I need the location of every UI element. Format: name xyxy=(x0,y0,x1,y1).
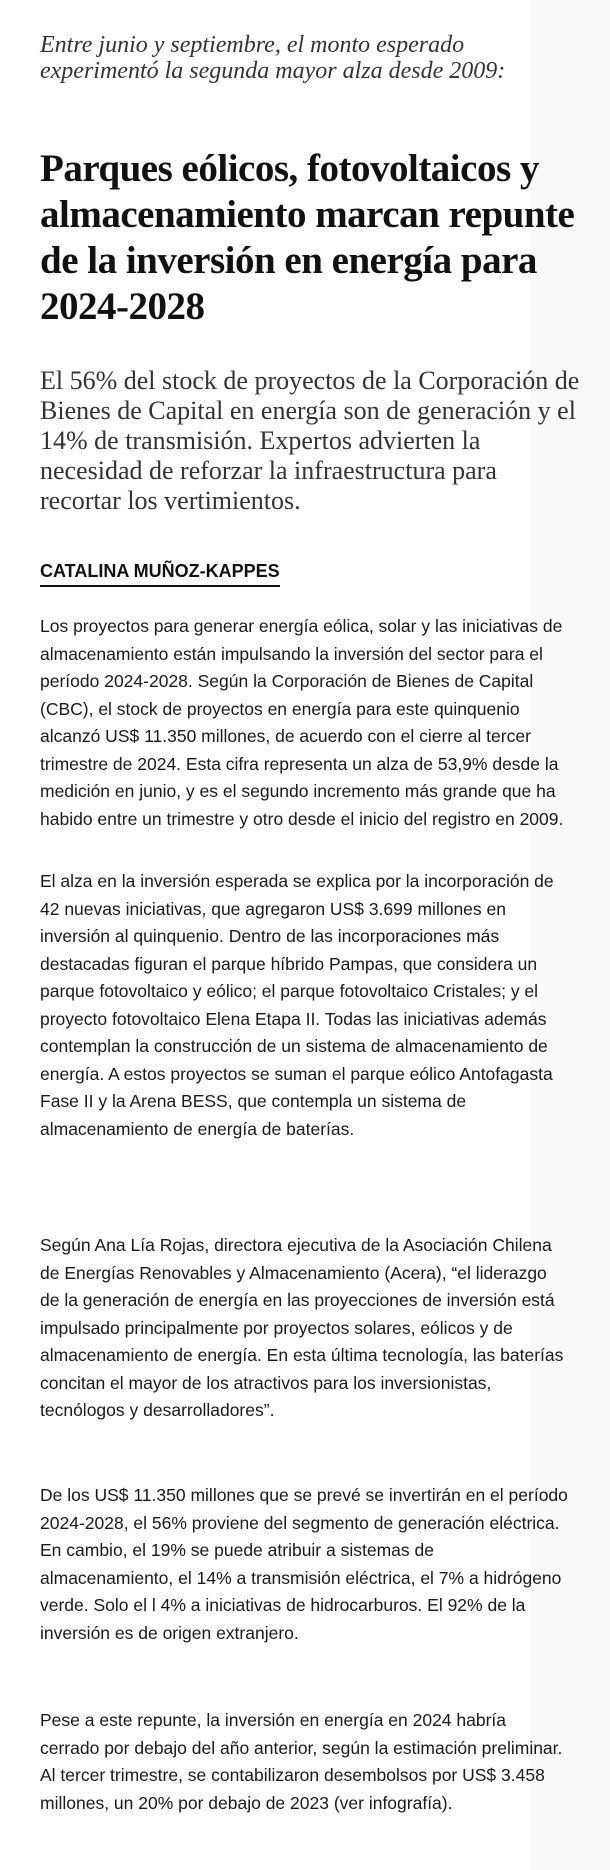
article-subheadline: El 56% del stock de proyectos de la Corporación de Bienes de Capital en energía son de generación y el 14% de transmisión. Expertos advierten la necesidad de reforzar la infraestructura para recortar los vertimientos. xyxy=(40,366,580,515)
body-paragraph: De los US$ 11.350 millones que se prevé se invertirán en el período 2024-2028, el 56% proviene del segmento de generación eléctrica. En cambio, el 19% se puede atribuir a sistemas de almacenamiento, el 14% a transmisión eléctrica, el 7% a hidrógeno verde. Solo el l 4% a iniciativas de hidrocarburos. El 92% de la inversión es de origen extranjero. xyxy=(40,1485,568,1643)
body-paragraph: Pese a este repunte, la inversión en energía en 2024 habría cerrado por debajo del año anterior, según la estimación preliminar. Al tercer trimestre, se contabilizaron desembolsos por US$ 3.458 millones, un 20% por debajo de 2023 (ver infografía). xyxy=(40,1710,563,1813)
body-paragraph: Los proyectos para generar energía eólica, solar y las iniciativas de almacenamiento están impulsando la inversión del sector para el período 2024-2028. Según la Corporación de Bienes de Capital (CBC), el stock de proyectos en energía para este quinquenio alcanzó US$ 11.350 millones, de acuerdo con el cierre al tercer trimestre de 2024. Esta cifra representa un alza de 53,9% desde la medición en junio, y es el segundo incremento más grande que ha habido entre un trimestre y otro desde el inicio del registro en 2009. xyxy=(40,616,564,829)
author-byline-link[interactable]: CATALINA MUÑOZ-KAPPES xyxy=(40,560,280,587)
body-paragraph: El alza en la inversión esperada se explica por la incorporación de 42 nuevas iniciativas, que agregaron US$ 3.699 millones en inversión al quinquenio. Dentro de las incorporaciones más destacadas figuran el parque híbrido Pampas, que considera un parque fotovoltaico y eólico; el parque fotovoltaico Cristales; y el proyecto fotovoltaico Elena Etapa II. Todas las iniciativas además contemplan la construcción de un sistema de almacenamiento de energía. A estos proyectos se suman el parque eólico Antofagasta Fase II y la Arena BESS, que contempla un sistema de almacenamiento de energía de baterías. xyxy=(40,871,554,1139)
article-kicker: Entre junio y septiembre, el monto esperado experimentó la segunda mayor alza desde 2009: xyxy=(40,32,506,84)
article-headline: Parques eólicos, fotovoltaicos y almacenamiento marcan repunte de la inversión en energía para 2024-2028 xyxy=(40,147,575,328)
body-paragraph: Según Ana Lía Rojas, directora ejecutiva de la Asociación Chilena de Energías Renovables y Almacenamiento (Acera), “el liderazgo de la generación de energía en las proyecciones de inversión está impulsado principalmente por proyectos solares, eólicos y de almacenamiento de energía. En esta última tecnología, las baterías concitan el mayor de los atractivos para los inversionistas, tecnólogos y desarrolladores”. xyxy=(40,1235,564,1420)
